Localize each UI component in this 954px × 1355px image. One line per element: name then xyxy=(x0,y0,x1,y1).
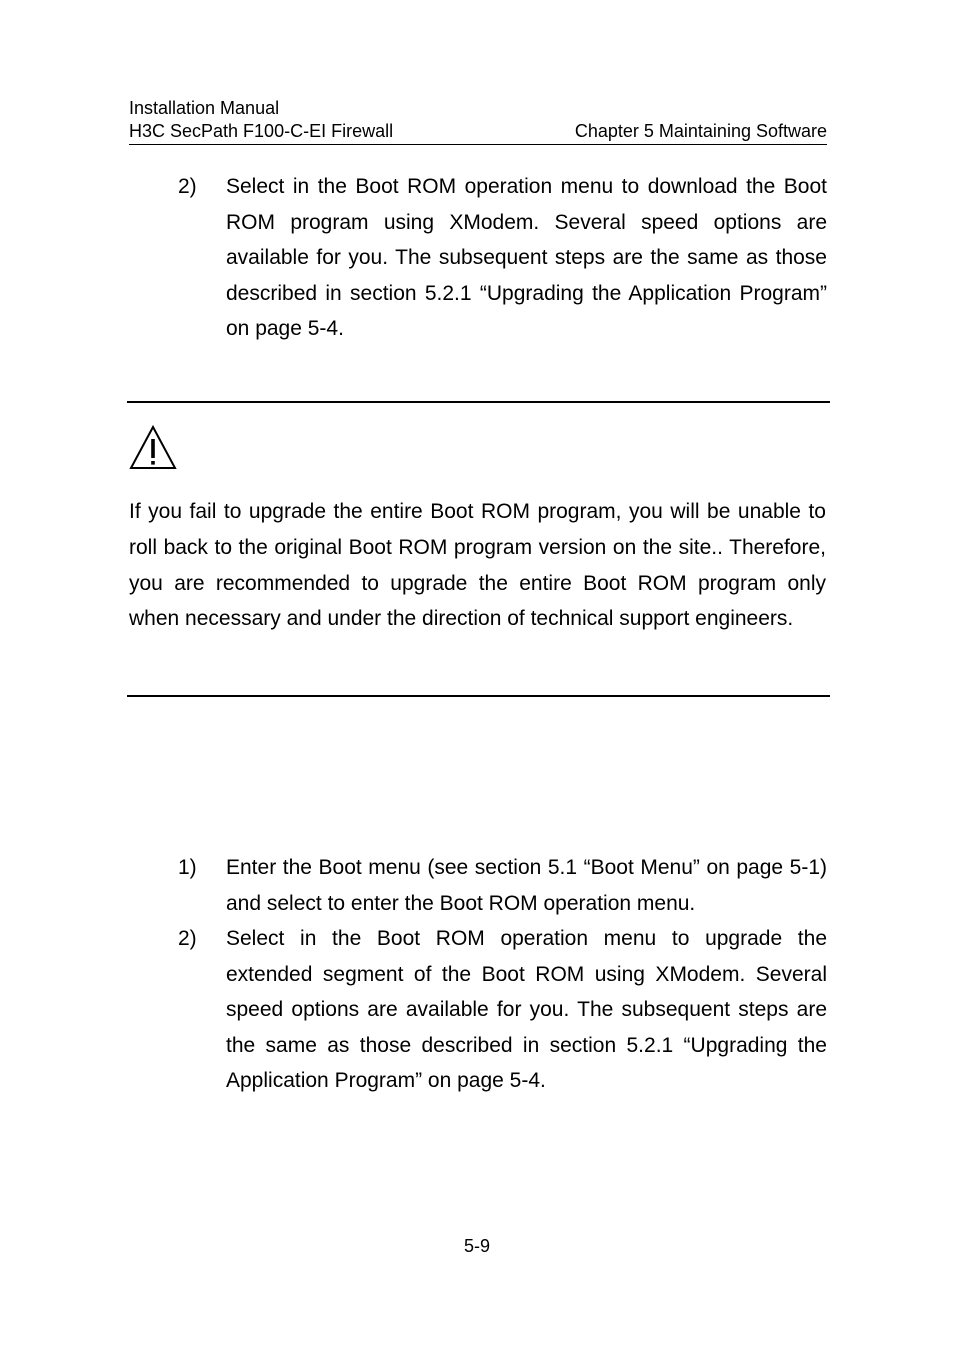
step-download-boot-rom xyxy=(178,169,827,347)
step-text: Enter the Boot menu (see section 5.1 “Boot Menu” on page 5-1) and select to enter the Boot ROM operation menu. xyxy=(226,856,827,915)
step-number: 2) xyxy=(178,175,197,198)
step-text: Select in the Boot ROM operation menu to download the Boot ROM program using XModem. Several speed options are available for you. The subsequent steps are the same as those described in section 5.2.1 “Upgrading the Application Program” on page 5-4. xyxy=(226,175,827,341)
step-number: 1) xyxy=(178,856,197,879)
caution-text: If you fail to upgrade the entire Boot ROM program, you will be unable to roll back to the original Boot ROM program version on the site.. Therefore, you are recommended to upgrade the entire Boot ROM program only when necessary and under the direction of technical support engineers. xyxy=(129,500,826,631)
page-number: 5-9 xyxy=(463,1236,490,1256)
caution-bottom-rule xyxy=(127,695,830,697)
page-header xyxy=(129,97,827,145)
step-enter-boot-menu xyxy=(178,850,827,921)
caution-top-rule xyxy=(127,401,830,403)
warning-triangle-icon xyxy=(128,424,178,470)
step-number: 2) xyxy=(178,927,197,950)
product-name: H3C SecPath F100-C-EI Firewall xyxy=(129,121,394,141)
chapter-title: Chapter 5 Maintaining Software xyxy=(574,121,827,141)
step-upgrade-extended-segment xyxy=(178,921,827,1099)
manual-title: Installation Manual xyxy=(129,98,280,118)
header-row xyxy=(129,120,827,143)
step-text: Select in the Boot ROM operation menu to upgrade the extended segment of the Boot ROM using XModem. Several speed options are available for you. The subsequent steps are the same as those described in section 5.2.1 “Upgrading the Application Program” on page 5-4. xyxy=(226,927,827,1093)
